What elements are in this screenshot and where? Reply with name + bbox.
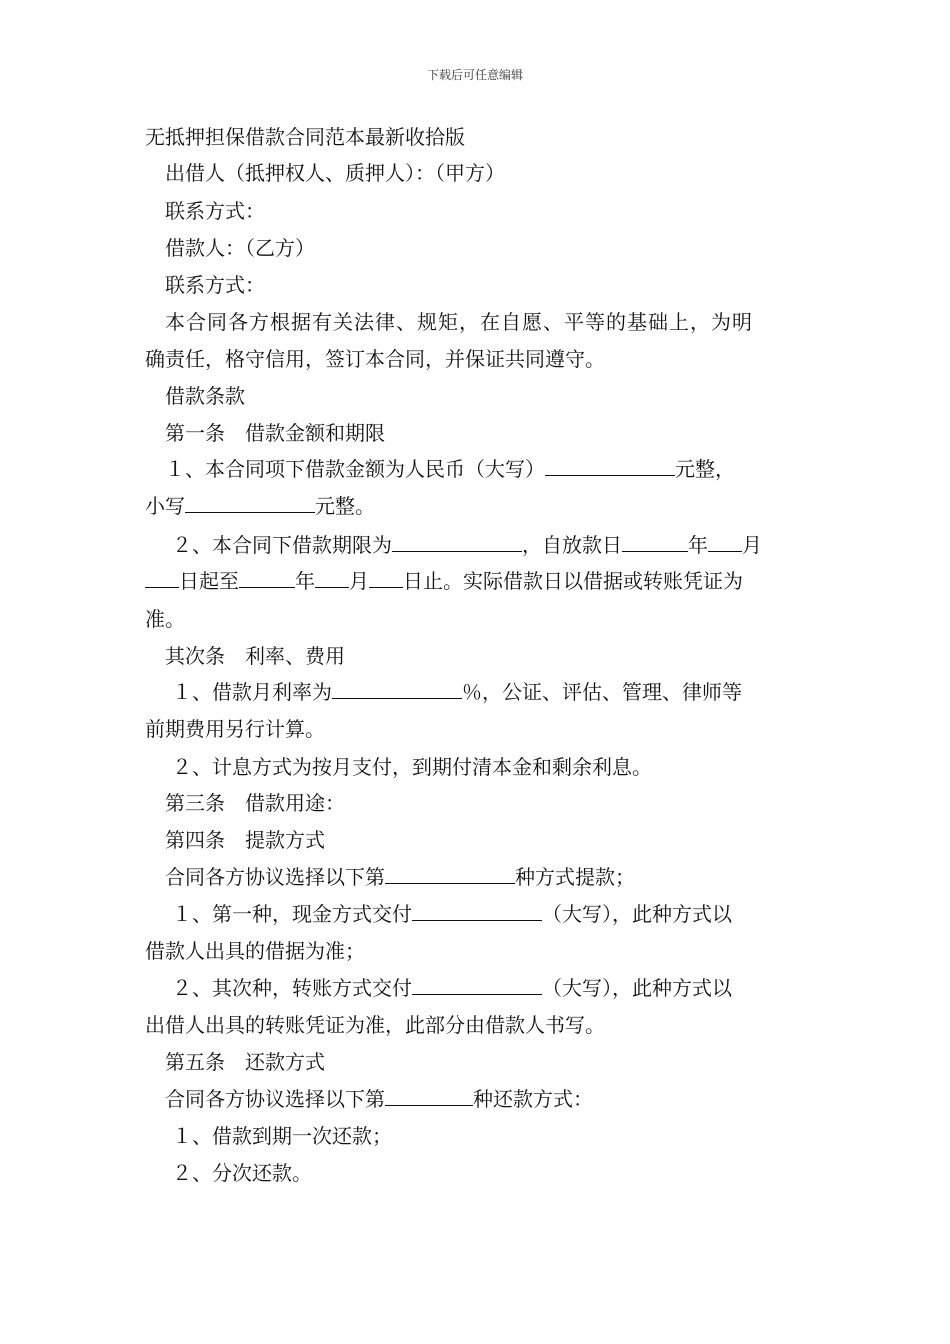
clause-text: 种方式提款； xyxy=(515,865,635,889)
article-2-clause-2: ２、计息方式为按月支付，到期付清本金和剩余利息。 xyxy=(172,755,652,779)
document-title: 无抵押担保借款合同范本最新收拾版 xyxy=(145,125,465,149)
clause-text: （大写），此种方式以 xyxy=(542,902,732,926)
start-year-blank[interactable] xyxy=(622,532,688,552)
article-1-title: 第一条 借款金额和期限 xyxy=(165,421,385,445)
clause-text: 合同各方协议选择以下第 xyxy=(165,1087,385,1111)
clause-text: 种还款方式： xyxy=(473,1087,593,1111)
clause-text: ２、本合同下借款期限为 xyxy=(172,533,392,557)
article-4-clause-2-cont: 出借人出具的转账凭证为准，此部分由借款人书写。 xyxy=(145,1013,605,1037)
loan-terms-heading: 借款条款 xyxy=(165,384,245,408)
article-5-clause-1: １、借款到期一次还款； xyxy=(172,1124,392,1148)
article-4-clause-2 xyxy=(172,975,732,1001)
amount-uppercase-blank[interactable] xyxy=(545,456,675,476)
start-month-blank[interactable] xyxy=(708,532,742,552)
year-label: 年 xyxy=(688,533,708,557)
article-1-clause-2-cont xyxy=(145,568,743,594)
clause-text: （大写），此种方式以 xyxy=(542,976,732,1000)
article-1-clause-2-end: 准。 xyxy=(145,607,185,631)
page-header: 下载后可任意编辑 xyxy=(426,68,523,82)
preamble-line-2: 确责任，格守信用，签订本合同，并保证共同遵守。 xyxy=(145,347,605,371)
month-label: 月 xyxy=(742,533,762,557)
lender-contact-line: 联系方式： xyxy=(165,199,265,223)
preamble-line-1: 本合同各方根据有关法律、规矩，在自愿、平等的基础上，为明 xyxy=(165,310,753,334)
article-4-clause-1 xyxy=(172,901,732,927)
clause-text: １、借款月利率为 xyxy=(172,680,332,704)
repayment-method-blank[interactable] xyxy=(385,1086,473,1106)
clause-text: １、本合同项下借款金额为人民币（大写） xyxy=(165,457,545,481)
article-1-clause-1 xyxy=(165,456,735,482)
clause-text: ，自放款日 xyxy=(522,533,622,557)
interest-rate-blank[interactable] xyxy=(332,679,462,699)
borrower-line: 借款人：（乙方） xyxy=(165,236,315,260)
start-day-blank[interactable] xyxy=(145,568,179,588)
article-4-title: 第四条 提款方式 xyxy=(165,828,325,852)
withdrawal-method-blank[interactable] xyxy=(385,864,515,884)
article-5-title: 第五条 还款方式 xyxy=(165,1050,325,1074)
article-4-clause-1-cont: 借款人出具的借据为准； xyxy=(145,939,365,963)
year-label: 年 xyxy=(295,569,315,593)
clause-text: 元整。 xyxy=(315,494,375,518)
month-label: 月 xyxy=(349,569,369,593)
article-3-title: 第三条 借款用途： xyxy=(165,791,345,815)
lender-line: 出借人（抵押权人、质押人）：（甲方） xyxy=(165,161,505,185)
clause-text: 元整， xyxy=(675,457,735,481)
article-4-intro xyxy=(165,864,635,890)
article-2-clause-1-cont: 前期费用另行计算。 xyxy=(145,717,325,741)
end-day-blank[interactable] xyxy=(369,568,403,588)
transfer-amount-blank[interactable] xyxy=(412,975,542,995)
amount-lowercase-blank[interactable] xyxy=(185,493,315,513)
end-year-blank[interactable] xyxy=(239,568,295,588)
clause-text: 日起至 xyxy=(179,569,239,593)
clause-text: ％，公证、评估、管理、律师等 xyxy=(462,680,742,704)
article-1-clause-2 xyxy=(172,532,762,558)
clause-text: １、第一种，现金方式交付 xyxy=(172,902,412,926)
clause-text: 合同各方协议选择以下第 xyxy=(165,865,385,889)
article-5-clause-2: ２、分次还款。 xyxy=(172,1161,312,1185)
end-month-blank[interactable] xyxy=(315,568,349,588)
clause-text: ２、其次种，转账方式交付 xyxy=(172,976,412,1000)
clause-text: 小写 xyxy=(145,494,185,518)
cash-amount-blank[interactable] xyxy=(412,901,542,921)
loan-term-blank[interactable] xyxy=(392,532,522,552)
clause-text: 日止。实际借款日以借据或转账凭证为 xyxy=(403,569,743,593)
article-2-title: 其次条 利率、费用 xyxy=(165,644,345,668)
article-1-clause-1-cont xyxy=(145,493,375,519)
borrower-contact-line: 联系方式： xyxy=(165,273,265,297)
article-5-intro xyxy=(165,1086,593,1112)
article-2-clause-1 xyxy=(172,679,742,705)
